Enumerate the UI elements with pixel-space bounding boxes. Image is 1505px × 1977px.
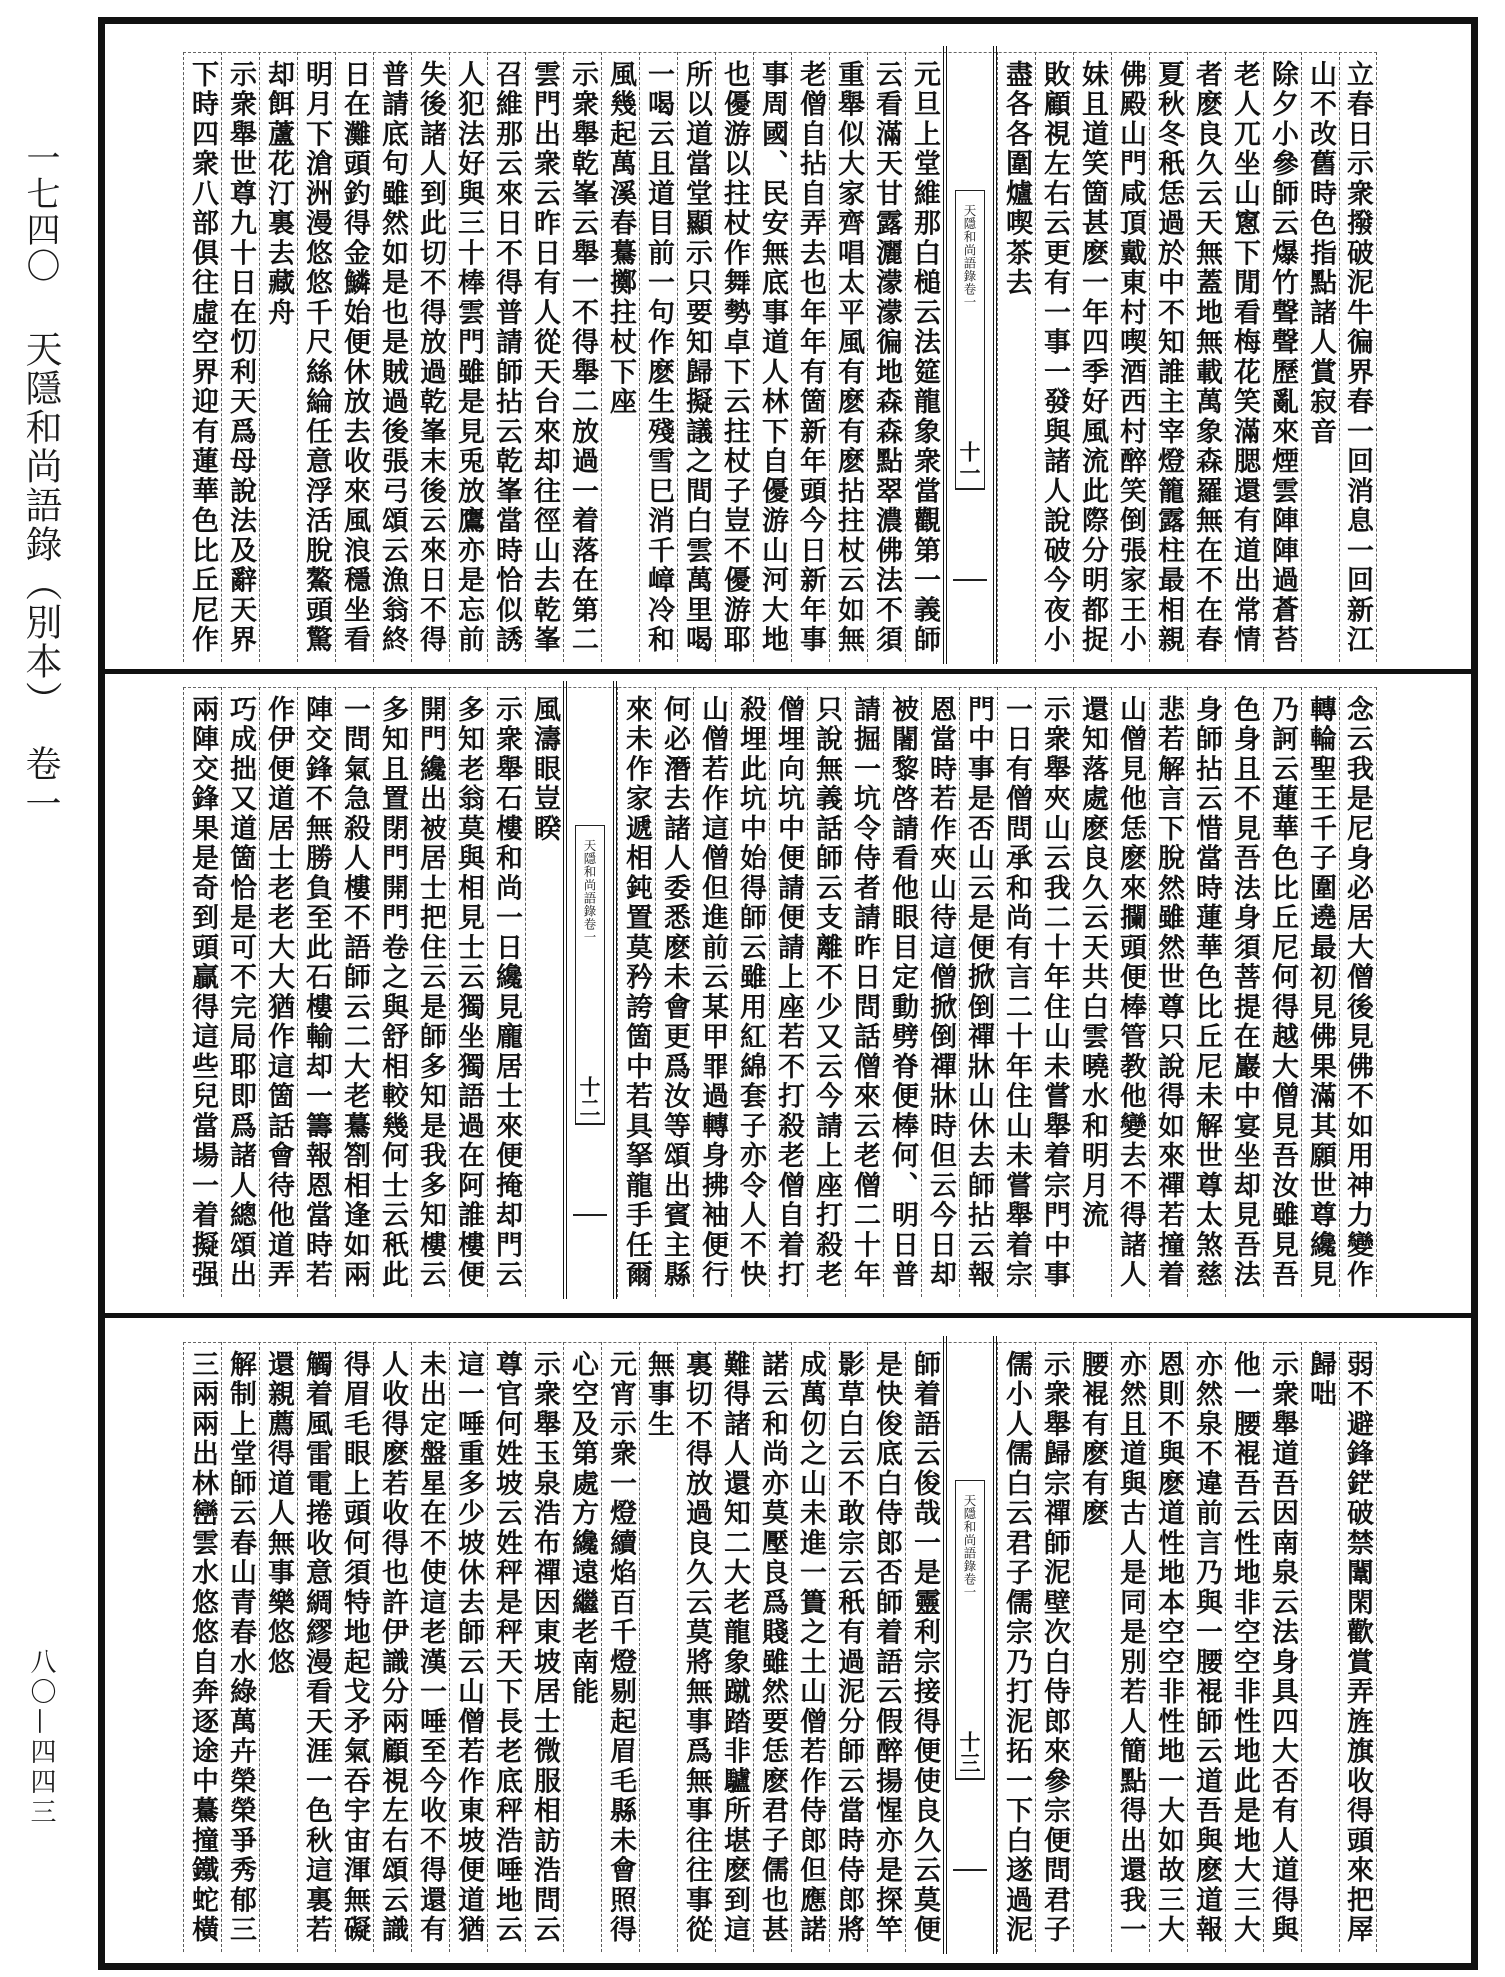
text-column: 盡各各圍爐喫茶去 [997, 52, 1035, 662]
text-column: 亦然且道與古人是同是別若人簡點得出還我一 [1111, 1342, 1149, 1952]
text-column: 色身且不見吾法身須菩提在巖中宴坐却見吾法 [1225, 687, 1263, 1297]
leaf-number: 十二 [577, 1076, 602, 1118]
work-title: 天隱和尚語錄（別本） [19, 330, 62, 720]
text-column: 解制上堂師云春山青春水綠萬卉榮榮爭秀郁三 [221, 1342, 259, 1952]
text-column: 普請底句雖然如是也是賊過後張弓頌云漁翁終 [373, 52, 411, 662]
text-column: 門中事是否山云是便掀倒禪牀山休去師拈云報 [959, 687, 997, 1297]
text-column: 老僧自拈自弄去也年年有箇新年頭今日新年事 [791, 52, 829, 662]
text-column: 念云我是尼身必居大僧後見佛不如用神力變作 [1339, 687, 1377, 1297]
text-column: 得眉毛眼上頭何須特地起戈矛氣吞宇宙渾無礙 [335, 1342, 373, 1952]
text-column: 風幾起萬溪春驀擲拄杖下座 [601, 52, 639, 662]
fold-center-column [943, 46, 997, 664]
text-column: 恩當時若作夾山待這僧掀倒禪牀時但云今日却 [921, 687, 959, 1297]
text-column: 者麽良久云天無蓋地無載萬象森羅無在不在春 [1187, 52, 1225, 662]
fascicle-label: 卷一 [20, 745, 61, 825]
text-column: 他一腰裩吾云性地非空空非性地此是地大三大 [1225, 1342, 1263, 1952]
center-title-box [955, 1480, 985, 1780]
text-column: 乃訶云蓮華色比丘尼何得越大僧見吾汝雖見吾 [1263, 687, 1301, 1297]
center-title-box [575, 825, 605, 1125]
text-column: 亦然泉不違前言乃與一腰裩師云道吾與麽道報 [1187, 1342, 1225, 1952]
text-column: 悲若解言下脫然雖然世尊只說得如來禪若撞着 [1149, 687, 1187, 1297]
text-column: 示衆舉石樓和尚一日纔見龐居士來便掩却門云 [487, 687, 525, 1297]
center-running-title: 天隱和尚語錄卷一 [962, 203, 977, 309]
text-column: 示衆舉歸宗禪師泥壁次白侍郎來參宗便問君子 [1035, 1342, 1073, 1952]
text-column: 所以道當堂顯示只要知歸擬議之間白雲萬里喝 [677, 52, 715, 662]
text-column: 是快俊底白侍郎否師着語云假醉揚惺亦是探竿 [867, 1342, 905, 1952]
text-column: 佛殿山門咸頂戴東村喫酒西村醉笑倒張家王小 [1111, 52, 1149, 662]
text-column: 殺埋此坑中始得師云雖用紅綿套子亦令人不快 [731, 687, 769, 1297]
text-column: 陣交鋒不無勝負至此石樓輸却一籌報恩當時若 [297, 687, 335, 1297]
text-column: 來未作家遞相鈍置莫矜誇箇中若具拏龍手任爾 [617, 687, 655, 1297]
text-column: 何必潛去諸人委悉麽未會更爲汝等頌出賓主縣 [655, 687, 693, 1297]
text-column: 人犯法好與三十棒雲門雖是見兎放鷹亦是忘前 [449, 52, 487, 662]
collection-number: 一七四〇 [20, 140, 60, 284]
text-column: 一日有僧問承和尚有言二十年住山未嘗舉着宗 [997, 687, 1035, 1297]
text-register-middle [0, 687, 1505, 1297]
register-divider [98, 1313, 1478, 1318]
text-column: 無事生 [639, 1342, 677, 1952]
text-column: 風濤眼豈睽 [525, 687, 563, 1297]
fishtail-mark [573, 1214, 607, 1216]
text-column: 轉輪聖王千子圍遶最初見佛果滿其願世尊纔見 [1301, 687, 1339, 1297]
text-column: 示衆舉乾峯云舉一不得舉二放過一着落在第二 [563, 52, 601, 662]
text-column: 一問氣急殺人樓不語師云二大老驀劄相逢如兩 [335, 687, 373, 1297]
center-title-box [955, 190, 985, 490]
text-column: 師着語云俊哉一是靈利宗接得便使良久云莫便 [905, 1342, 943, 1952]
text-column: 未出定盤星在不使這老漢一唾至今收不得還有 [411, 1342, 449, 1952]
text-column: 雲門出衆云昨日有人從天台來却往徑山去乾峯 [525, 52, 563, 662]
text-column: 重舉似大家齊唱太平風有麽有麽拈拄杖云如無 [829, 52, 867, 662]
text-column: 妹且道笑箇甚麽一年四季好風流此際分明都捉 [1073, 52, 1111, 662]
fold-center-column [943, 1336, 997, 1954]
text-column: 被闍黎啓請看他眼目定動劈脊便棒何、明日普 [883, 687, 921, 1297]
text-column: 却餌蘆花汀裏去藏舟 [259, 52, 297, 662]
text-column: 日在灘頭釣得金鱗始便休放去收來風浪穩坐看 [335, 52, 373, 662]
text-column: 身師拈云惜當時蓮華色比丘尼未解世尊太煞慈 [1187, 687, 1225, 1297]
text-column: 也優游以拄杖作舞勢卓下云拄杖子豈不優游耶 [715, 52, 753, 662]
leaf-number: 十三 [957, 1731, 982, 1773]
text-register-lower [0, 1342, 1505, 1952]
text-column: 三兩兩出林巒雲水悠悠自奔逐途中驀撞鐵蛇橫 [183, 1342, 221, 1952]
text-column: 儒小人儒白云君子儒宗乃打泥拓一下白遂過泥 [997, 1342, 1035, 1952]
text-column: 腰裩有麽有麽 [1073, 1342, 1111, 1952]
text-column: 示衆舉玉泉浩布禪因東坡居士微服相訪浩問云 [525, 1342, 563, 1952]
text-column: 召維那云來日不得普請師拈云乾峯當時恰似誘 [487, 52, 525, 662]
text-column: 下時四衆八部俱往虛空界迎有蓮華色比丘尼作 [183, 52, 221, 662]
text-column: 敗顧視左右云更有一事一發與諸人說破今夜小 [1035, 52, 1073, 662]
text-column: 一喝云且道目前一句作麽生殘雪巳消千嶂冷和 [639, 52, 677, 662]
text-column: 明月下滄洲漫悠悠千尺絲綸任意浮活脫鰲頭驚 [297, 52, 335, 662]
text-column: 示衆舉世尊九十日在忉利天爲母說法及辭天界 [221, 52, 259, 662]
text-column: 山不改舊時色指點諸人賞寂音 [1301, 52, 1339, 662]
text-column: 難得諸人還知二大老龍象蹴踏非驢所堪麽到這 [715, 1342, 753, 1952]
text-column: 弱不避鋒鋩破禁闈閑歡賞弄旌旗收得頭來把屖 [1339, 1342, 1377, 1952]
text-column: 裏切不得放過良久云莫將無事爲無事往往事從 [677, 1342, 715, 1952]
text-column: 夏秋冬秖恁過於中不知誰主宰燈籠露柱最相親 [1149, 52, 1187, 662]
text-column: 失後諸人到此切不得放過乾峯末後云來日不得 [411, 52, 449, 662]
text-column: 多知老翁莫與相見士云獨坐獨語過在阿誰樓便 [449, 687, 487, 1297]
text-column: 立春日示衆撥破泥牛徧界春一回消息一回新江 [1339, 52, 1377, 662]
fishtail-mark [953, 579, 987, 581]
text-column: 僧埋向坑中便請便請上座若不打殺老僧自着打 [769, 687, 807, 1297]
text-column: 這一唾重多少坡休去師云山僧若作東坡便道猶 [449, 1342, 487, 1952]
text-column: 開門纔出被居士把住云是師多知是我多知樓云 [411, 687, 449, 1297]
fishtail-mark [953, 1869, 987, 1871]
text-column: 多知且置閉門開門卷之與舒相較幾何士云秖此 [373, 687, 411, 1297]
text-column: 山僧見他恁麽來攔頭便棒管教他變去不得諸人 [1111, 687, 1149, 1297]
text-column: 歸咄 [1301, 1342, 1339, 1952]
text-column: 還知落處麽良久云天共白雲曉水和明月流 [1073, 687, 1111, 1297]
text-column: 示衆舉夾山云我二十年住山未嘗舉着宗門中事 [1035, 687, 1073, 1297]
text-column: 老人兀坐山窻下閒看梅花笑滿腮還有道出常情 [1225, 52, 1263, 662]
volume-page-reference: 八〇—四四三 [26, 1648, 56, 1828]
text-column: 云看滿天甘露灑濛濛徧地森森點翠濃佛法不須 [867, 52, 905, 662]
text-column: 請掘一坑令侍者請昨日問話僧來云老僧二十年 [845, 687, 883, 1297]
text-column: 事周國、民安無底事道人林下自優游山河大地 [753, 52, 791, 662]
text-column: 觸着風雷電捲收意綢繆漫看天涯一色秋這裏若 [297, 1342, 335, 1952]
text-column: 元宵示衆一燈續焰百千燈剔起眉毛縣未會照得 [601, 1342, 639, 1952]
register-divider [98, 669, 1478, 674]
text-column: 只說無義話師云支離不少又云今請上座打殺老 [807, 687, 845, 1297]
text-column: 巧成拙又道箇恰是可不完局耶即爲諸人總頌出 [221, 687, 259, 1297]
text-column: 元旦上堂維那白槌云法筵龍象衆當觀第一義師 [905, 52, 943, 662]
text-column: 人收得麽若收得也許伊識分兩顧視左右頌云識 [373, 1342, 411, 1952]
leaf-number: 十一 [957, 441, 982, 483]
text-column: 影草白云不敢宗云秖有過泥分師云當時侍郎將 [829, 1342, 867, 1952]
center-running-title: 天隱和尚語錄卷一 [582, 838, 597, 944]
fold-center-column [563, 681, 617, 1299]
text-column: 山僧若作這僧但進前云某甲罪過轉身拂袖便行 [693, 687, 731, 1297]
text-column: 成萬仞之山未進一簣之土山僧若作侍郎但應諾 [791, 1342, 829, 1952]
text-column: 恩則不與麽道性地本空空非性地一大如故三大 [1149, 1342, 1187, 1952]
text-column: 心空及第處方纔遠繼老南能 [563, 1342, 601, 1952]
text-register-upper [0, 52, 1505, 662]
text-column: 作伊便道居士老老大大猶作這箇話會待他道弄 [259, 687, 297, 1297]
text-column: 諾云和尚亦莫壓良爲賤雖然要恁麽君子儒也甚 [753, 1342, 791, 1952]
text-column: 兩陣交鋒果是奇到頭贏得這些兒當場一着擬强 [183, 687, 221, 1297]
text-column: 尊官何姓坡云姓秤是秤天下長老底秤浩唾地云 [487, 1342, 525, 1952]
center-running-title: 天隱和尚語錄卷一 [962, 1493, 977, 1599]
text-column: 除夕小參師云爆竹聲聲歷亂來煙雲陣陣過蒼苔 [1263, 52, 1301, 662]
text-column: 示衆舉道吾因南泉云法身具四大否有人道得與 [1263, 1342, 1301, 1952]
text-column: 還親薦得道人無事樂悠悠 [259, 1342, 297, 1952]
